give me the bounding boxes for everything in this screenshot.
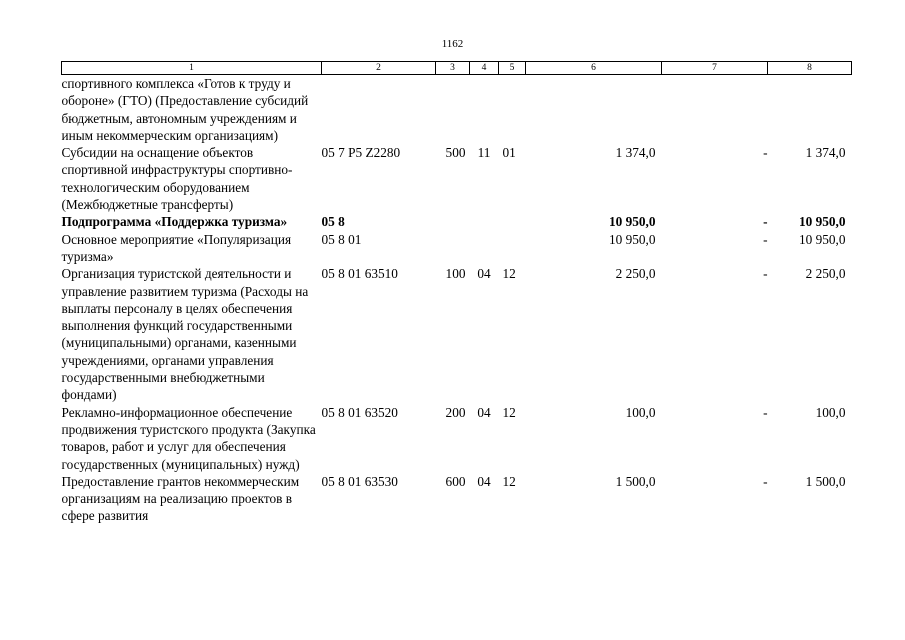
row-name: Рекламно-информационное обеспечение продвижения туристского продукта (Закупка товаров, работ и услуг для обеспечения государственных (муниципальных) нужд) bbox=[61, 404, 316, 472]
column-header-7: 7 bbox=[662, 62, 768, 75]
row-name: спортивного комплекса «Готов к труду и обороне» (ГТО) (Предоставление субсидий бюджетным, автономным учреждениям и иным некоммерческим организациям) bbox=[61, 76, 309, 143]
row-expense-type: 100 bbox=[445, 266, 466, 282]
row-expense-type: 500 bbox=[445, 145, 466, 161]
row-name: Предоставление грантов некоммерческим организациям на реализацию проектов в сфере развития bbox=[61, 473, 300, 524]
row-name: Подпрограмма «Поддержка туризма» bbox=[61, 214, 288, 230]
row-amount-col6: 1 500,0 bbox=[615, 473, 656, 489]
row-subsection bbox=[499, 75, 526, 145]
row-amount-col8: 100,0 bbox=[815, 404, 846, 420]
column-header-3: 3 bbox=[436, 62, 470, 75]
column-header-8: 8 bbox=[768, 62, 852, 75]
row-code: 05 8 bbox=[321, 214, 345, 230]
row-section: 11 bbox=[477, 145, 491, 161]
row-subsection: 01 bbox=[502, 145, 516, 161]
page-number: 1162 bbox=[441, 38, 464, 50]
row-amount-col7: - bbox=[763, 404, 768, 420]
row-amount-col7 bbox=[662, 75, 768, 145]
row-amount-col6: 1 374,0 bbox=[615, 145, 656, 161]
row-amount-col7: - bbox=[763, 473, 768, 489]
row-expense-type bbox=[436, 75, 470, 145]
row-expense-type bbox=[436, 213, 470, 230]
row-amount-col6: 100,0 bbox=[625, 404, 656, 420]
table-row bbox=[62, 231, 852, 266]
column-header-1: 1 bbox=[62, 62, 322, 75]
row-amount-col6: 2 250,0 bbox=[615, 266, 656, 282]
row-amount-col7: - bbox=[763, 214, 768, 230]
column-header-4: 4 bbox=[470, 62, 499, 75]
row-amount-col6: 10 950,0 bbox=[608, 214, 656, 230]
row-amount-col7: - bbox=[763, 266, 768, 282]
table-row bbox=[62, 404, 852, 473]
column-header-2: 2 bbox=[322, 62, 436, 75]
row-name: Организация туристской деятельности и управление развитием туризма (Расходы на выплаты персоналу в целях обеспечения выполнения функций государственными (муниципальными) органами, казенными учреждениями, органами управления государственными внебюджетными фондами) bbox=[61, 266, 309, 403]
row-subsection bbox=[499, 213, 526, 230]
row-amount-col6 bbox=[526, 75, 662, 145]
row-subsection: 12 bbox=[502, 266, 516, 282]
table-row bbox=[62, 473, 852, 525]
budget-table bbox=[61, 61, 852, 525]
row-amount-col8: 1 374,0 bbox=[805, 145, 846, 161]
table-row bbox=[62, 213, 852, 230]
row-name: Субсидии на оснащение объектов спортивной инфраструктуры спортивно-технологическим оборудованием (Межбюджетные трансферты) bbox=[61, 145, 293, 213]
row-section bbox=[470, 75, 499, 145]
column-header-6: 6 bbox=[526, 62, 662, 75]
row-subsection: 12 bbox=[502, 404, 516, 420]
row-amount-col8 bbox=[768, 75, 852, 145]
row-code: 05 8 01 63520 bbox=[321, 404, 398, 420]
row-amount-col8: 2 250,0 bbox=[805, 266, 846, 282]
row-amount-col8: 1 500,0 bbox=[805, 473, 846, 489]
row-code: 05 8 01 63530 bbox=[321, 473, 398, 489]
header-row bbox=[62, 62, 852, 75]
row-code bbox=[322, 75, 436, 145]
row-amount-col7: - bbox=[763, 231, 768, 247]
row-expense-type bbox=[436, 231, 470, 266]
row-amount-col6: 10 950,0 bbox=[608, 231, 656, 247]
row-code: 05 7 P5 Z2280 bbox=[321, 145, 401, 161]
row-amount-col7: - bbox=[763, 145, 768, 161]
row-subsection: 12 bbox=[502, 473, 516, 489]
row-subsection bbox=[499, 231, 526, 266]
row-section bbox=[470, 213, 499, 230]
row-section: 04 bbox=[477, 473, 491, 489]
row-expense-type: 200 bbox=[445, 404, 466, 420]
row-code: 05 8 01 bbox=[321, 231, 362, 247]
row-section: 04 bbox=[477, 266, 491, 282]
row-name: Основное мероприятие «Популяризация туризма» bbox=[61, 231, 292, 264]
table-row bbox=[62, 75, 852, 145]
row-section: 04 bbox=[477, 404, 491, 420]
row-expense-type: 600 bbox=[445, 473, 466, 489]
row-amount-col8: 10 950,0 bbox=[798, 231, 846, 247]
row-amount-col8: 10 950,0 bbox=[798, 214, 846, 230]
column-header-5: 5 bbox=[499, 62, 526, 75]
table-row bbox=[62, 265, 852, 403]
row-section bbox=[470, 231, 499, 266]
row-code: 05 8 01 63510 bbox=[321, 266, 398, 282]
table-row bbox=[62, 144, 852, 213]
